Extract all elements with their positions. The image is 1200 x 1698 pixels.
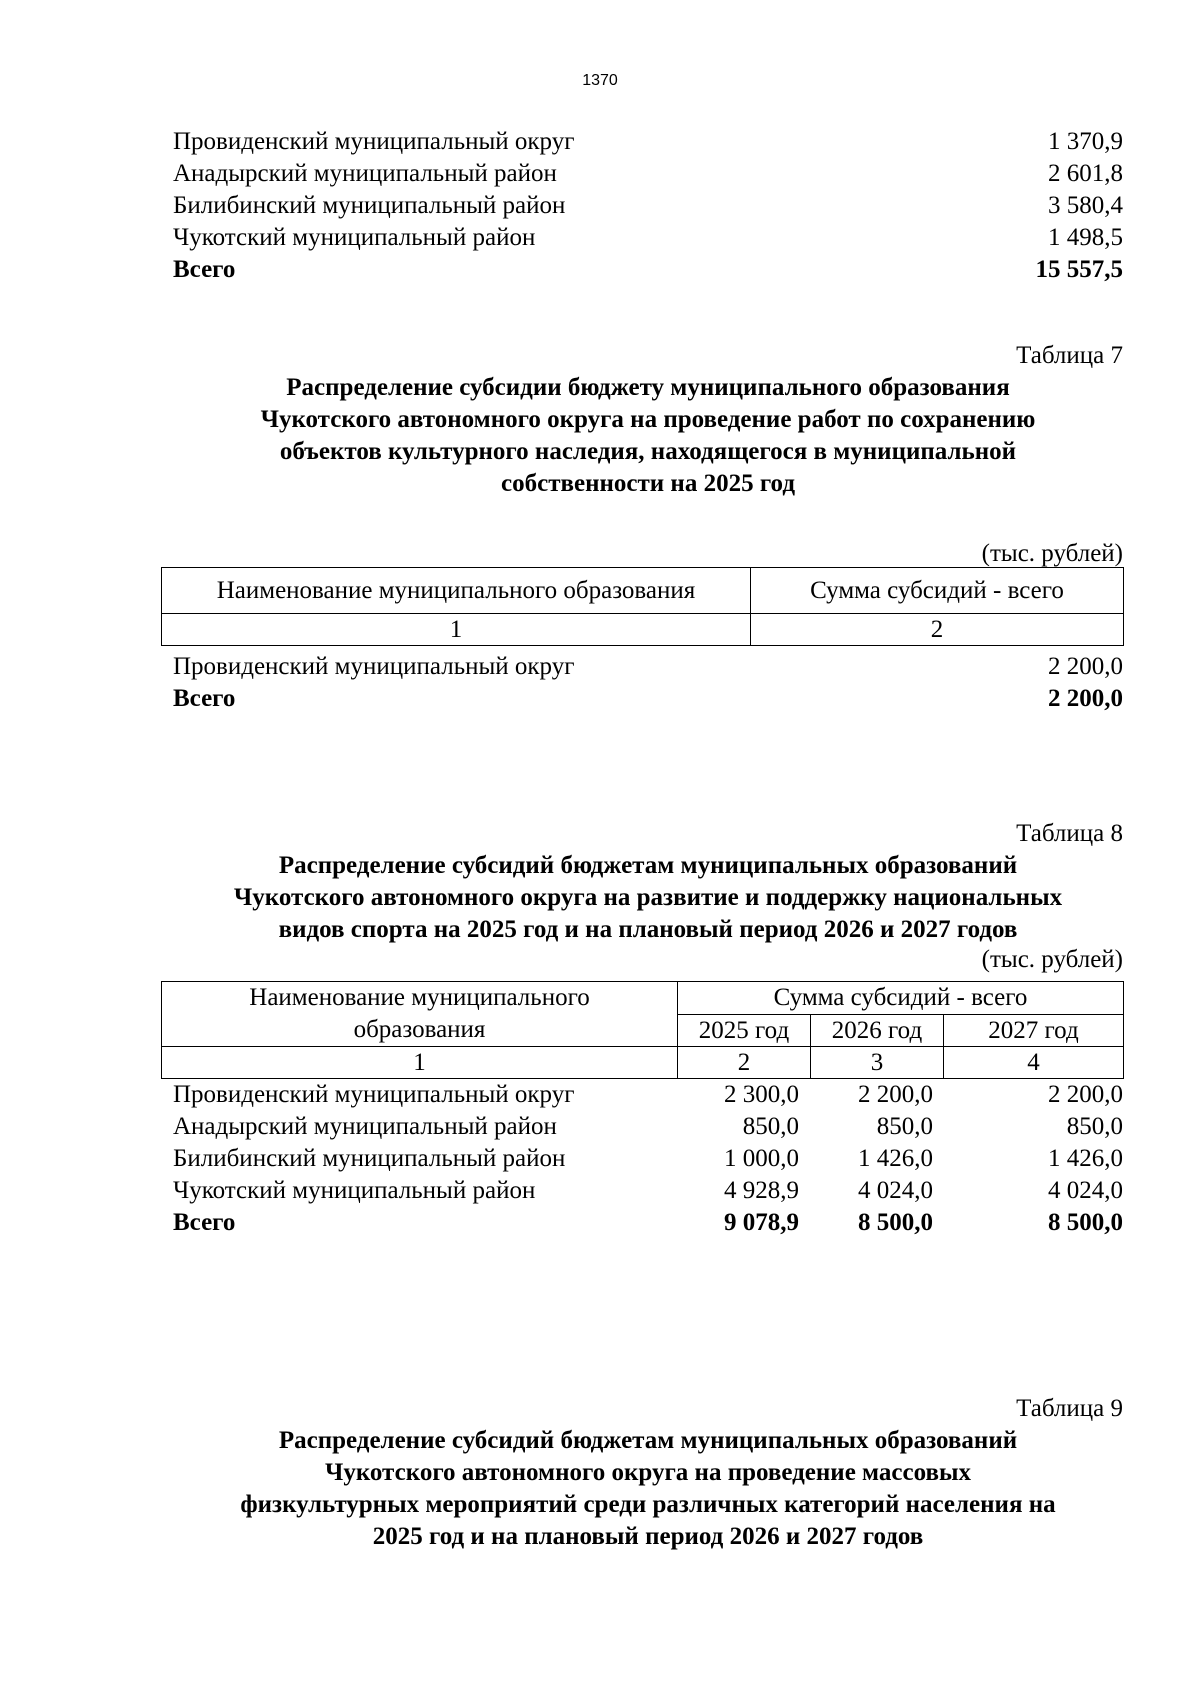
header-table [161,567,1124,646]
total-row: Всего 2 200,0 [173,685,1123,712]
table-title-line: объектов культурного наследия, находящегося в муниципальной [279,438,1017,465]
table-8-section [173,818,1123,974]
table-title-line: Распределение субсидий бюджетам муниципальных образований [278,1427,1018,1454]
table-row: Анадырский муниципальный район 850,0 850,0 850,0 [173,1113,1123,1140]
table-8-header [161,981,1123,1079]
table-8-body [173,1079,1123,1239]
table-title-line: собственности на 2025 год [501,470,795,497]
table-row: Билибинский муниципальный район 1 000,0 1 426,0 1 426,0 [173,1145,1123,1172]
table-row: Чукотский муниципальный район 4 928,9 4 024,0 4 024,0 [173,1177,1123,1204]
table-7-section [173,340,1123,500]
table-row: Чукотский муниципальный район 1 498,5 [173,224,1123,251]
column-header: Наименование муниципального образования [162,982,678,1047]
table-label: Таблица 8 [1016,820,1123,847]
table-title-line: Распределение субсидии бюджету муниципального образования [286,374,1010,401]
table-7-unit: (тыс. рублей) [981,540,1123,567]
column-header: Сумма субсидий - всего [751,568,1124,614]
table-title-line: видов спорта на 2025 год и на плановый период 2026 и 2027 годов [278,916,1018,943]
column-header: 2027 год [944,1014,1124,1047]
column-header: 2026 год [811,1014,944,1047]
table-7-header [161,567,1123,646]
table-title-line: Чукотского автономного округа на проведение массовых [324,1459,972,1486]
header-table [161,981,1124,1079]
column-number: 3 [811,1047,944,1079]
column-group-header: Сумма субсидий - всего [678,982,1124,1015]
table-7-body [173,651,1123,715]
table-row: Провиденский муниципальный округ 2 200,0 [173,653,1123,680]
table-8-unit: (тыс. рублей) [981,946,1123,973]
column-header: 2025 год [678,1014,811,1047]
table-label: Таблица 9 [1016,1395,1123,1422]
table-row: Билибинский муниципальный район 3 580,4 [173,192,1123,219]
table-title-line: 2025 год и на плановый период 2026 и 2027 годов [372,1523,924,1550]
table-row: Провиденский муниципальный округ 1 370,9 [173,128,1123,155]
table-title-line: физкультурных мероприятий среди различных категорий населения на [240,1491,1056,1518]
total-row: Всего 15 557,5 [173,256,1123,283]
column-number: 1 [162,1047,678,1079]
table-9-section [173,1393,1123,1553]
column-number: 1 [162,614,751,646]
column-number: 4 [944,1047,1124,1079]
page-number: 1370 [582,72,618,89]
column-number: 2 [751,614,1124,646]
table-title-line: Чукотского автономного округа на развитие и поддержку национальных [233,884,1063,911]
total-row: Всего 9 078,9 8 500,0 8 500,0 [173,1209,1123,1236]
table-title-line: Распределение субсидий бюджетам муниципальных образований [278,852,1018,879]
table-title-line: Чукотского автономного округа на проведение работ по сохранению [260,406,1036,433]
prev-table [173,126,1123,286]
column-number: 2 [678,1047,811,1079]
table-row: Анадырский муниципальный район 2 601,8 [173,160,1123,187]
table-row: Провиденский муниципальный округ 2 300,0 2 200,0 2 200,0 [173,1081,1123,1108]
column-header: Наименование муниципального образования [162,568,751,614]
table-label: Таблица 7 [1016,342,1123,369]
